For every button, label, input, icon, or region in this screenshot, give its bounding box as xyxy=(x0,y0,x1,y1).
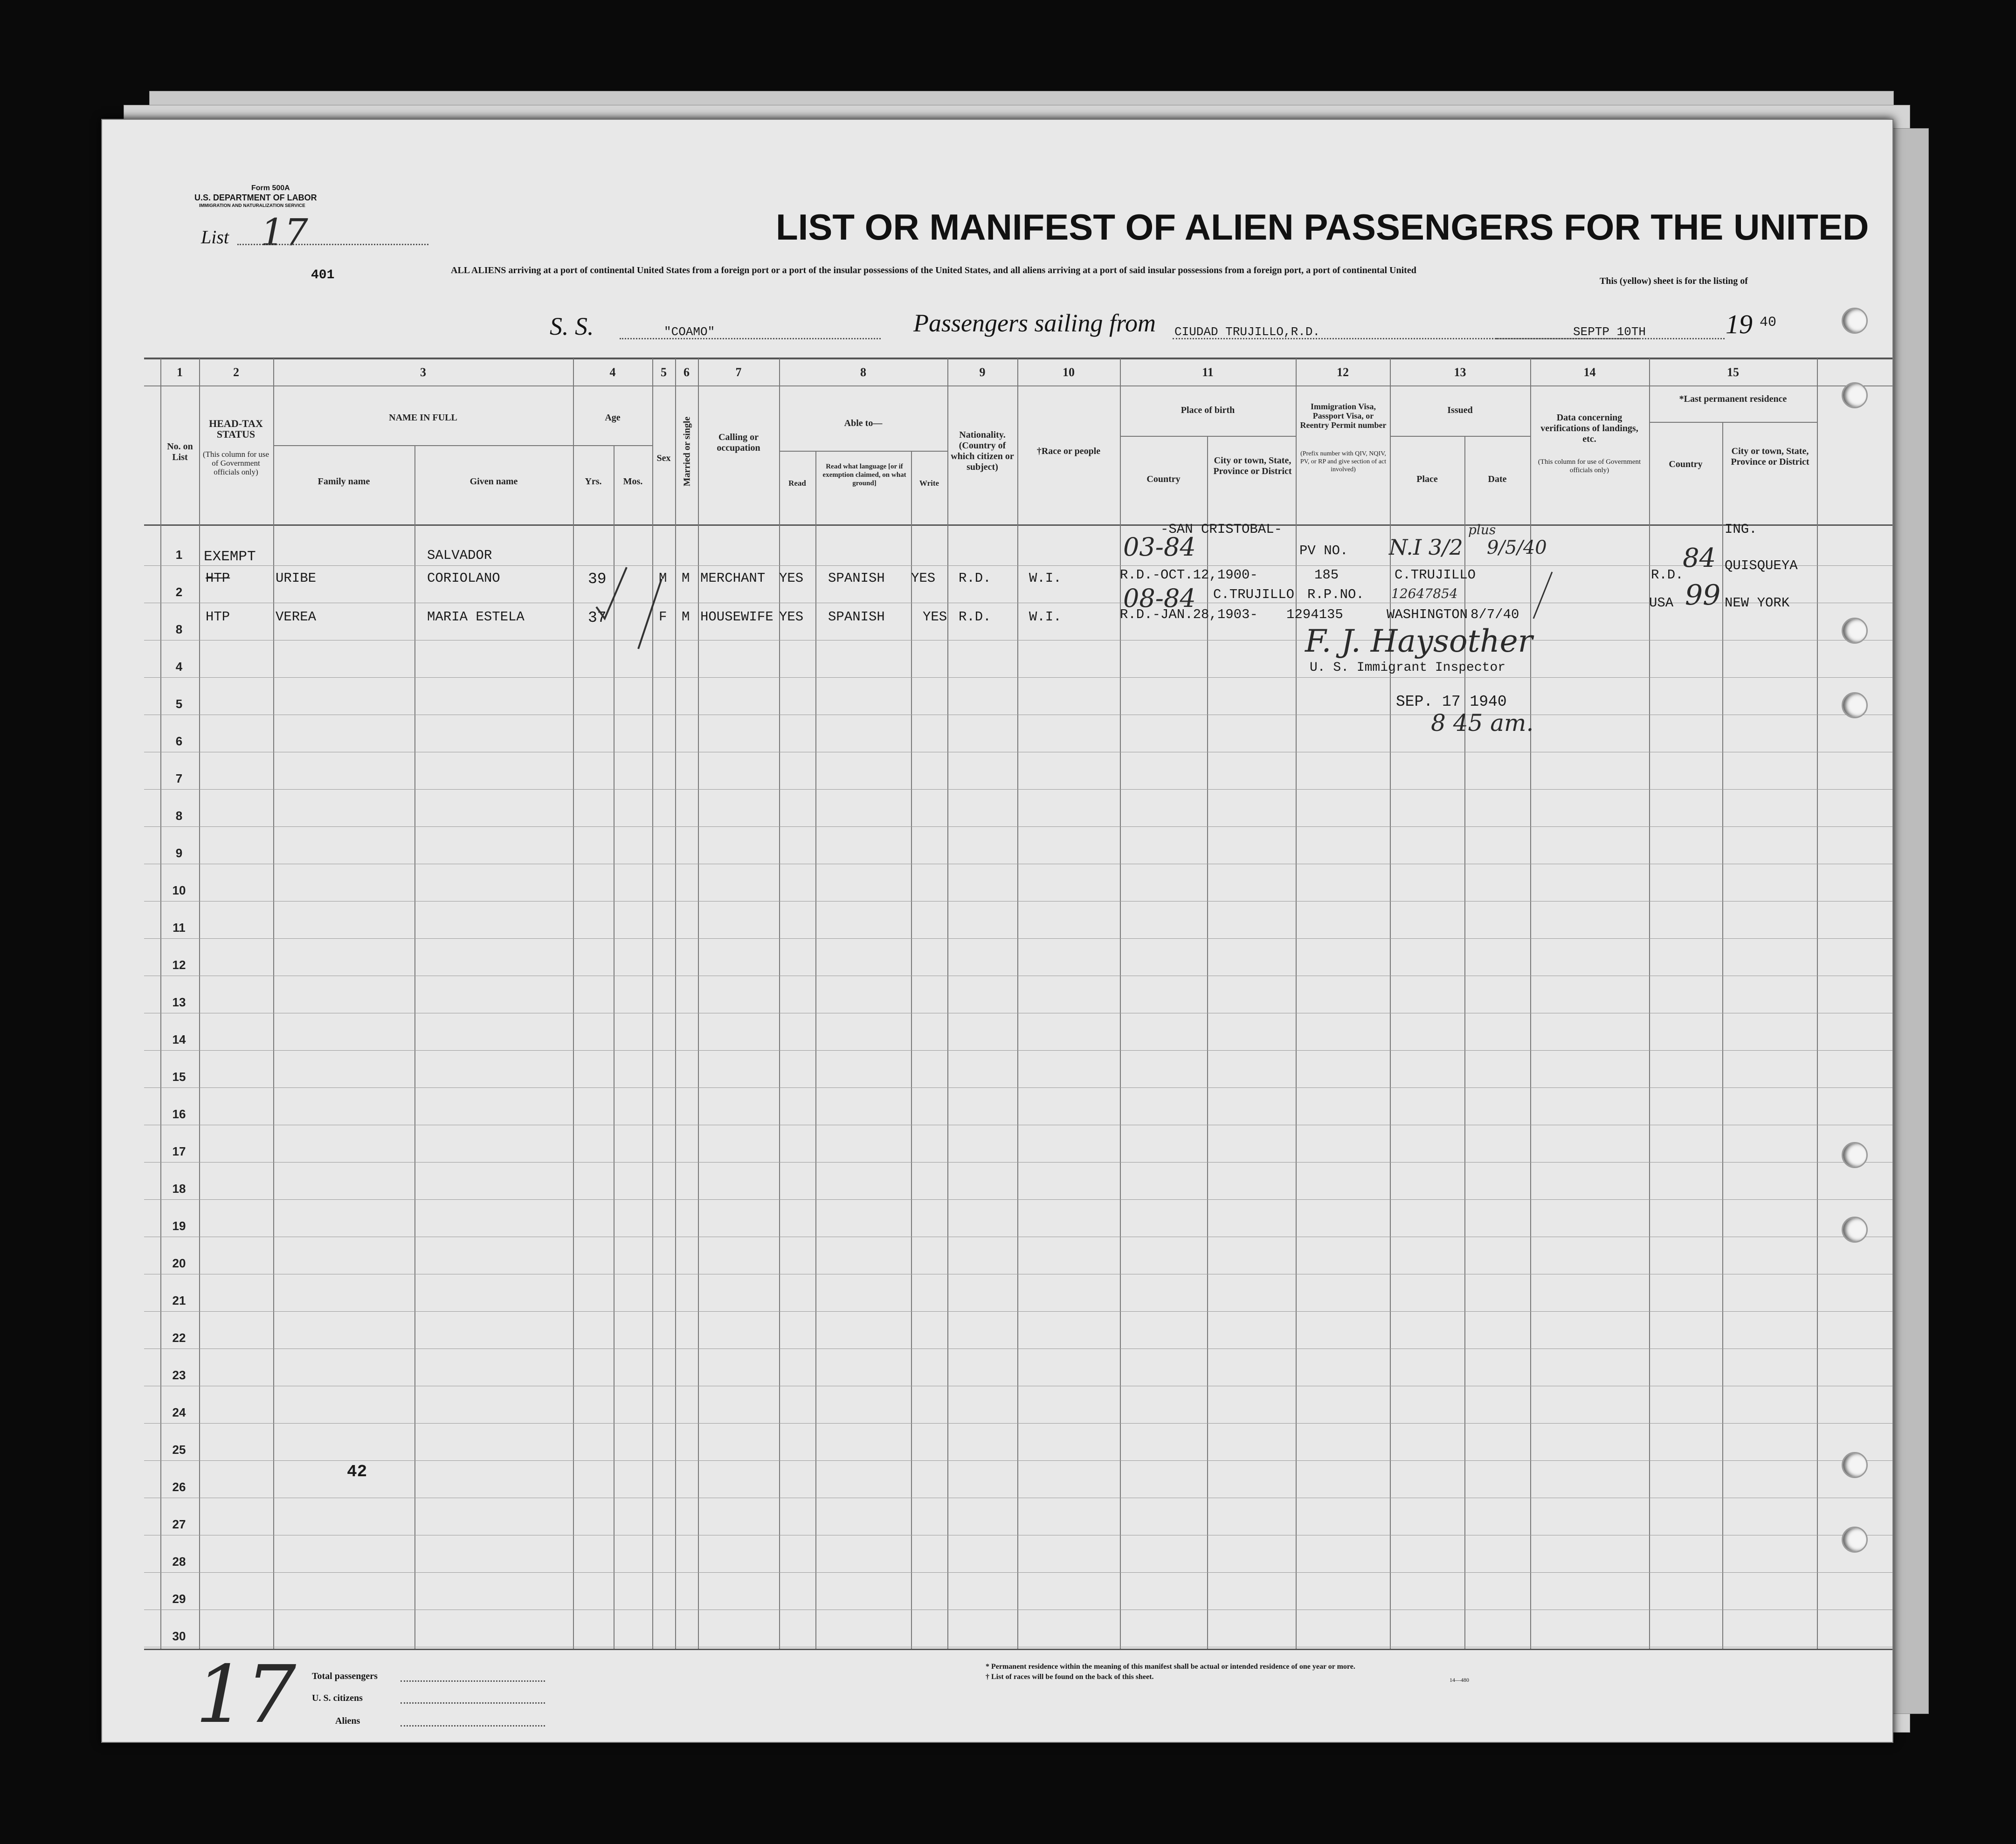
header-head-tax: HEAD-TAX STATUS xyxy=(209,418,263,440)
row-rule xyxy=(144,1572,1892,1573)
rule-name-split xyxy=(273,445,573,446)
col-number: 11 xyxy=(1202,365,1214,379)
rule-birth-split xyxy=(1120,436,1296,437)
row-number: 26 xyxy=(172,1480,186,1494)
p2-pob-city: C.TRUJILLO xyxy=(1213,587,1295,602)
year-prefix: 19 xyxy=(1726,309,1753,339)
port-name: CIUDAD TRUJILLO,R.D. xyxy=(1174,325,1320,339)
rule-able-split xyxy=(779,451,947,452)
p2-write: YES xyxy=(923,609,947,625)
row-number: 30 xyxy=(172,1629,186,1643)
col-number: 10 xyxy=(1063,365,1075,379)
p2-issued-date: 8/7/40 xyxy=(1471,607,1519,622)
binder-hole xyxy=(1842,1217,1868,1243)
total-passengers-blank xyxy=(400,1680,545,1682)
header-place-of-birth: Place of birth xyxy=(1181,405,1235,415)
p2-lr-code: 99 xyxy=(1685,579,1721,612)
row-number: 28 xyxy=(172,1555,186,1569)
p1-lr-city-2: QUISQUEYA xyxy=(1725,558,1798,573)
rule-issued-split xyxy=(1390,436,1530,437)
page-stack-right xyxy=(1893,128,1929,1714)
p2-given-name-2: MARIA ESTELA xyxy=(427,609,525,625)
header-calling: Calling or occupation xyxy=(717,432,760,453)
col-line xyxy=(1120,358,1121,1649)
p1-lr-city-1: ING. xyxy=(1725,522,1757,537)
col-number: 6 xyxy=(684,365,690,379)
p2-married: M xyxy=(682,609,690,625)
col-line xyxy=(698,358,699,1649)
row-number: 9 xyxy=(175,846,183,860)
p2-occupation: HOUSEWIFE xyxy=(700,609,773,625)
col-line xyxy=(273,358,274,1649)
footer-note-1: * Permanent residence within the meaning of this manifest shall be actual or intended residence of one year or more. xyxy=(986,1663,1355,1671)
header-race: †Race or people xyxy=(1036,446,1101,456)
row-number: 17 xyxy=(172,1144,186,1158)
binder-hole xyxy=(1842,308,1868,334)
p1-pob-city: -SAN CRISTOBAL- xyxy=(1160,522,1283,537)
col-number: 14 xyxy=(1583,365,1596,379)
p2-pob-country: R.D.-JAN.28,1903- xyxy=(1120,607,1258,622)
col-line xyxy=(414,446,415,1649)
row-number: 2 xyxy=(175,585,183,599)
p2-visa-hand: 12647854 xyxy=(1391,586,1458,601)
row-number: 22 xyxy=(172,1331,186,1345)
col-line xyxy=(1817,358,1818,1649)
col-number: 9 xyxy=(979,365,986,379)
p1-pob-code: 03-84 xyxy=(1123,532,1196,562)
rule-age-split xyxy=(573,445,652,446)
row-number: 13 xyxy=(172,995,186,1009)
header-name-in-full: NAME IN FULL xyxy=(389,413,457,423)
inspector-title: U. S. Immigrant Inspector xyxy=(1310,661,1506,675)
p1-lr-code: 84 xyxy=(1683,543,1716,573)
list-sub-number: 401 xyxy=(311,268,335,282)
inspector-signature: F. J. Haysother xyxy=(1305,623,1533,659)
row-rule xyxy=(144,1199,1892,1200)
ss-label: S. S. xyxy=(550,312,594,340)
col-number: 5 xyxy=(661,365,667,379)
col-line xyxy=(779,358,780,1649)
p2-read: YES xyxy=(779,609,804,625)
footer-list-number: 17 xyxy=(195,1649,297,1741)
binder-hole xyxy=(1842,382,1868,408)
header-bottom-rule xyxy=(144,524,1892,526)
footer-total-passengers: Total passengers xyxy=(312,1671,378,1681)
check-mark-icon xyxy=(1529,567,1557,623)
footer-aliens: Aliens xyxy=(335,1716,360,1726)
header-landings: Data concerning verifications of landings, etc. xyxy=(1540,413,1638,444)
p1-married: M xyxy=(682,571,690,586)
p1-pob-country: R.D.-OCT.12,1900- xyxy=(1120,567,1258,583)
p1-write: YES xyxy=(911,571,936,586)
header-mos: Mos. xyxy=(623,476,643,487)
manifest-subtitle-1: ALL ALIENS arriving at a port of continental United States from a foreign port or a port of the insular possessions of the United States, and all aliens arriving at a port of said insular possessions from a foreign port, a port of continental United xyxy=(451,265,1416,275)
row-number: 29 xyxy=(172,1592,186,1606)
p2-visa-2: 1294135 xyxy=(1286,607,1343,622)
binder-hole xyxy=(1842,1142,1868,1168)
header-sex: Sex xyxy=(656,453,671,463)
table-bottom-rule xyxy=(144,1649,1892,1650)
p2-language: SPANISH xyxy=(828,609,885,625)
row-rule xyxy=(144,1087,1892,1088)
p2-sex: F xyxy=(659,609,667,625)
row-number: 7 xyxy=(175,771,183,785)
header-no-on-list: No. on List xyxy=(167,441,193,462)
p2-issued-place: WASHINGTON xyxy=(1387,607,1468,622)
list-underline xyxy=(237,244,428,245)
p1-visa-2: 185 xyxy=(1314,567,1339,583)
row-rule xyxy=(144,1162,1892,1163)
header-head-tax-note: (This column for use of Government officials only) xyxy=(202,450,269,476)
header-given-name: Given name xyxy=(469,476,518,487)
list-number: 17 xyxy=(261,211,308,254)
header-visa: Immigration Visa, Passport Visa, or Reentry Permit number xyxy=(1300,402,1387,430)
footer-form-code: 14—480 xyxy=(1450,1677,1469,1683)
p2-nationality: R.D. xyxy=(959,609,991,625)
header-age: Age xyxy=(605,413,621,423)
p1-read: YES xyxy=(779,571,804,586)
p2-visa-1: R.P.NO. xyxy=(1307,587,1364,602)
row-number: 15 xyxy=(172,1070,186,1084)
row-number: 27 xyxy=(172,1517,186,1531)
p1-language: SPANISH xyxy=(828,571,885,586)
col-number: 1 xyxy=(177,365,183,379)
p1-race: W.I. xyxy=(1029,571,1062,586)
service: IMMIGRATION AND NATURALIZATION SERVICE xyxy=(199,203,305,208)
p1-issued-hand: plus xyxy=(1468,522,1496,537)
row-number: 23 xyxy=(172,1368,186,1382)
binder-hole xyxy=(1842,1527,1868,1553)
us-citizens-blank xyxy=(400,1702,545,1704)
aliens-blank xyxy=(400,1725,545,1727)
p2-race: W.I. xyxy=(1029,609,1062,625)
manifest-title: LIST OR MANIFEST OF ALIEN PASSENGERS FOR THE UNITED xyxy=(776,206,1869,248)
header-family-name: Family name xyxy=(318,476,370,487)
col-line xyxy=(199,358,200,1649)
col-number: 13 xyxy=(1454,365,1466,379)
row-rule xyxy=(144,1311,1892,1312)
row-number: 10 xyxy=(172,883,186,897)
col-line xyxy=(1296,358,1297,1649)
manifest-subtitle-2: This (yellow) sheet is for the listing of xyxy=(1600,276,1748,286)
row-number: 8 xyxy=(175,622,183,636)
row-number: 25 xyxy=(172,1443,186,1457)
manifest-sheet xyxy=(101,119,1893,1743)
row-number: 6 xyxy=(175,734,183,748)
row-number: 5 xyxy=(175,697,183,711)
p1-given-name-1: SALVADOR xyxy=(427,548,492,563)
p2-pob-code: 08-84 xyxy=(1123,584,1196,613)
row-number: 18 xyxy=(172,1182,186,1196)
row-number: 16 xyxy=(172,1107,186,1121)
row-rule xyxy=(144,826,1892,827)
header-yrs: Yrs. xyxy=(585,476,602,487)
p1-head-tax: HTP xyxy=(206,571,230,586)
col-number: 2 xyxy=(233,365,239,379)
p2-lr-city-2: NEW YORK xyxy=(1725,595,1790,611)
row-rule xyxy=(144,1460,1892,1461)
row-rule xyxy=(144,789,1892,790)
footer-note-2: † List of races will be found on the back of this sheet. xyxy=(986,1673,1154,1681)
ship-name: "COAMO" xyxy=(664,325,715,339)
inspector-time: 8 45 am. xyxy=(1431,709,1534,736)
p2-family-name: VEREA xyxy=(276,609,317,625)
row-rule xyxy=(144,565,1892,566)
col-number: 3 xyxy=(420,365,426,379)
header-pob-city: City or town, State, Province or District xyxy=(1213,455,1292,476)
row-number: 21 xyxy=(172,1294,186,1307)
header-issued-date: Date xyxy=(1488,474,1507,484)
header-read: Read xyxy=(788,479,806,488)
col-number: 7 xyxy=(735,365,742,379)
p1-head-tax-exempt: EXEMPT xyxy=(204,549,256,565)
sailing-date: SEPTP 10TH xyxy=(1573,325,1646,339)
binder-hole xyxy=(1842,692,1868,718)
p1-nationality: R.D. xyxy=(959,571,991,586)
row-rule xyxy=(144,1423,1892,1424)
row-rule xyxy=(144,1050,1892,1051)
header-visa-note: (Prefix number with QIV, NQIV, PV, or RP and give section of act involved) xyxy=(1300,450,1387,473)
binder-hole xyxy=(1842,1452,1868,1478)
row-number: 8 xyxy=(175,809,183,823)
row27-number: 42 xyxy=(347,1462,367,1481)
col-number: 12 xyxy=(1337,365,1349,379)
row-number: 19 xyxy=(172,1219,186,1233)
header-lr-country: Country xyxy=(1669,459,1703,469)
p1-sex: M xyxy=(659,571,667,586)
p2-head-tax: HTP xyxy=(206,609,230,625)
col-line xyxy=(1649,358,1650,1649)
row-number: 11 xyxy=(173,921,186,935)
department: U.S. DEPARTMENT OF LABOR xyxy=(194,193,317,202)
p2-age: 37 xyxy=(588,609,607,626)
header-write: Write xyxy=(919,479,939,488)
rule-residence-split xyxy=(1649,422,1817,423)
header-landings-note: (This column for use of Government officials only) xyxy=(1538,458,1641,474)
header-lr-city: City or town, State, Province or District xyxy=(1731,446,1809,467)
col-line xyxy=(1017,358,1018,1649)
p1-issued-date: 9/5/40 xyxy=(1487,537,1547,558)
header-pob-country: Country xyxy=(1146,474,1181,484)
p1-family-name: URIBE xyxy=(276,571,317,586)
p1-lr-country: R.D. xyxy=(1651,567,1684,583)
p2-lr-country: USA xyxy=(1649,595,1674,611)
col-line xyxy=(947,358,948,1649)
header-read-language: Read what language [or if exemption claimed, on what ground] xyxy=(822,463,906,487)
year-suffix: 40 xyxy=(1760,315,1777,330)
binder-hole xyxy=(1842,618,1868,644)
row-number: 14 xyxy=(172,1032,186,1046)
inspector-stamp: SEP. 17 1940 xyxy=(1396,693,1507,710)
check-mark-icon xyxy=(582,539,676,651)
list-label: List xyxy=(201,227,229,248)
row-number: 4 xyxy=(175,660,183,674)
p1-occupation: MERCHANT xyxy=(700,571,766,586)
row-number: 12 xyxy=(172,958,186,972)
col-number: 4 xyxy=(609,365,616,379)
p1-given-name-2: CORIOLANO xyxy=(427,571,500,586)
row-rule xyxy=(144,677,1892,678)
header-married: Married or single xyxy=(682,416,692,487)
row-number: 1 xyxy=(175,548,183,562)
col-line xyxy=(1722,423,1723,1649)
col-number: 15 xyxy=(1727,365,1739,379)
p1-visa-1: PV NO. xyxy=(1299,543,1348,558)
header-issued: Issued xyxy=(1447,405,1473,415)
row-rule xyxy=(144,938,1892,939)
p1-age: 39 xyxy=(588,571,607,588)
col-line xyxy=(573,358,574,1649)
form-number: Form 500A xyxy=(251,184,290,192)
p1-visa-hand: N.I 3/2 xyxy=(1389,535,1463,560)
header-last-residence: *Last permanent residence xyxy=(1679,394,1787,404)
col-number: 8 xyxy=(860,365,866,379)
ship-underline xyxy=(620,338,881,339)
row-number: 20 xyxy=(172,1256,186,1270)
header-able-to: Able to— xyxy=(844,418,883,428)
footer-us-citizens: U. S. citizens xyxy=(312,1693,363,1703)
column-number-rule xyxy=(144,385,1892,386)
header-nationality: Nationality. (Country of which citizen or subject) xyxy=(951,430,1014,472)
row-number: 24 xyxy=(172,1405,186,1419)
table-top-rule xyxy=(144,358,1892,359)
sailing-label: Passengers sailing from xyxy=(913,309,1156,337)
header-issued-place: Place xyxy=(1416,474,1438,484)
p1-issued-place: C.TRUJILLO xyxy=(1395,567,1476,583)
